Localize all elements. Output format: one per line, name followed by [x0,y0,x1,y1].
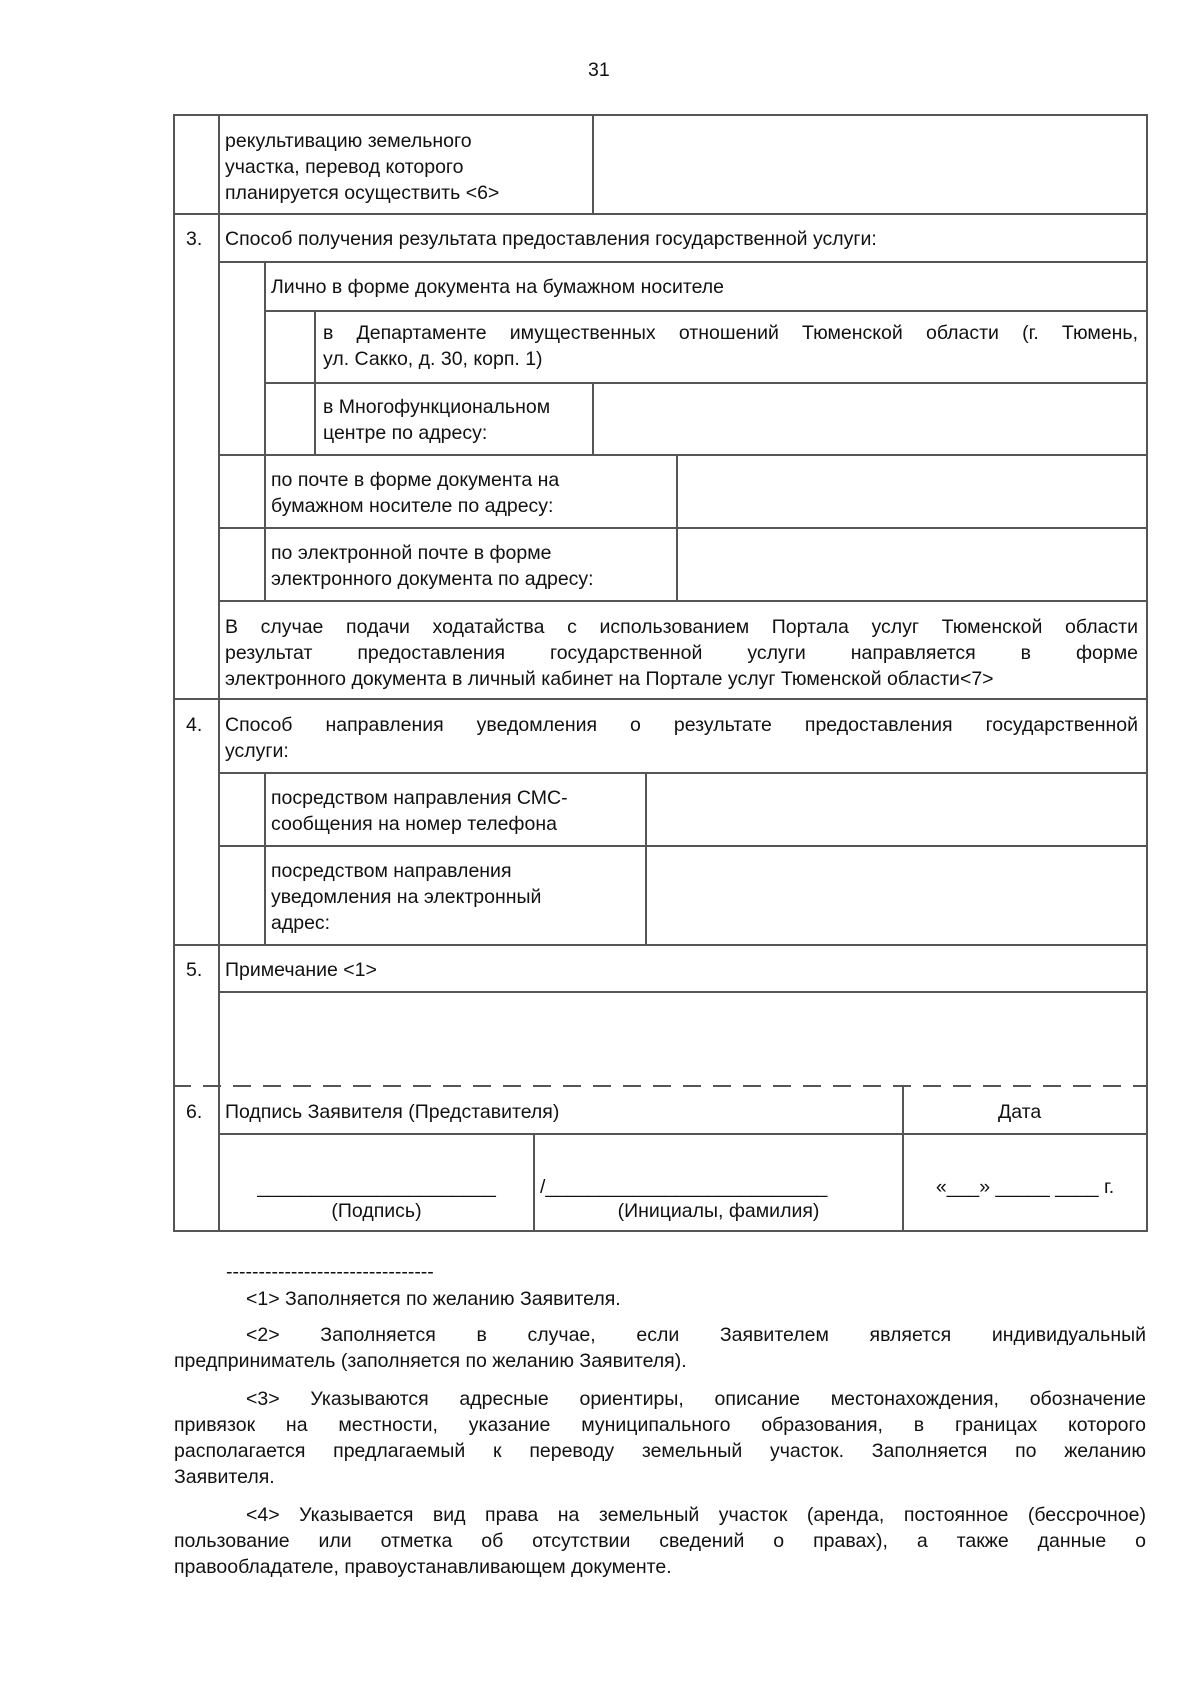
initials-line[interactable]: /__________________________ [540,1176,828,1198]
cell-divider [902,1086,904,1232]
mfc-address-field[interactable] [594,384,1146,454]
table-left-border [173,114,175,1232]
row-number: 4. [186,714,203,736]
option-department: в Департаменте имущественных отношений Тюменской области (г. Тюмень, [323,322,1138,344]
notification-email-field[interactable] [647,847,1146,944]
result-method-title: Способ получения результата предоставления государственной услуги: [225,228,877,250]
option-email-notification: посредством направления уведомления на электронный адрес: [271,860,542,934]
row-divider-dashed [173,1085,1148,1087]
note-title: Примечание <1> [225,959,377,981]
checkbox-department[interactable] [266,312,314,382]
checkbox-mfc[interactable] [266,384,314,454]
option-mfc: в Многофункциональном центре по адресу: [323,396,551,444]
initials-caption: (Инициалы, фамилия) [617,1200,820,1222]
email-address-field[interactable] [678,529,1146,600]
footnote-2: <2> Заполняется в случае, если Заявителем является индивидуальный предприниматель (заполняется по желанию Заявителя). [174,1324,1146,1372]
checkbox-email-notification[interactable] [220,847,264,944]
footnote-4: <4> Указывается вид права на земельный участок (аренда, постоянное (бессрочное) пользование или отметка об отсутствии сведений о правах), а также данные о правообладателе, правоустанавливающем документе. [174,1504,1146,1578]
signature-label: Подпись Заявителя (Представителя) [225,1101,560,1123]
row-number: 3. [186,228,203,250]
notification-method-title: Способ направления уведомления о результате предоставления государственной [225,714,1138,736]
date-label: Дата [998,1101,1042,1123]
option-in-person: Лично в форме документа на бумажном носителе [271,276,724,298]
option-by-email: по электронной почте в форме электронного документа по адресу: [271,542,594,590]
option-department-line2: ул. Сакко, д. 30, корп. 1) [323,348,543,370]
note-field[interactable] [220,993,1146,1085]
cell-divider [218,1133,1148,1135]
page-number: 31 [588,59,610,81]
option-sms: посредством направления СМС- сообщения на номер телефона [271,787,568,835]
reclamation-value-field[interactable] [594,116,1146,213]
checkbox-sms[interactable] [220,774,264,845]
cell-divider [218,600,1148,602]
date-line[interactable]: «___» _____ ____ г. [935,1176,1115,1198]
signature-caption: (Подпись) [331,1200,422,1222]
row-divider [173,944,1148,946]
cell-divider [264,310,1148,312]
footnote-1: <1> Заполняется по желанию Заявителя. [246,1288,621,1310]
cell-divider [264,772,266,945]
table-bottom-border [173,1230,1148,1232]
footnote-3: <3> Указываются адресные ориентиры, описание местонахождения, обозначение привязок на местности, указание муниципального образования, в границах которого располагается предлагаемый к переводу земельный участок. Заполняется по желанию Заявителя. [174,1388,1146,1488]
table-right-border [1146,114,1148,1232]
option-by-post: по почте в форме документа на бумажном носителе по адресу: [271,469,560,517]
footnote-separator: -------------------------------- [226,1261,434,1283]
row-divider [173,213,1148,215]
signature-line[interactable]: ______________________ [257,1176,496,1198]
phone-number-field[interactable] [647,774,1146,845]
checkbox-by-email[interactable] [220,529,264,600]
reclamation-label: рекультивацию земельного участка, перевод которого планируется осуществить <6> [225,130,500,204]
checkbox-by-post[interactable] [220,456,264,527]
cell-divider [218,261,1148,263]
notification-method-title-line2: услуги: [225,740,289,762]
post-address-field[interactable] [678,456,1146,527]
row-number: 5. [186,959,203,981]
row-divider [173,698,1148,700]
row-number: 6. [186,1101,203,1123]
